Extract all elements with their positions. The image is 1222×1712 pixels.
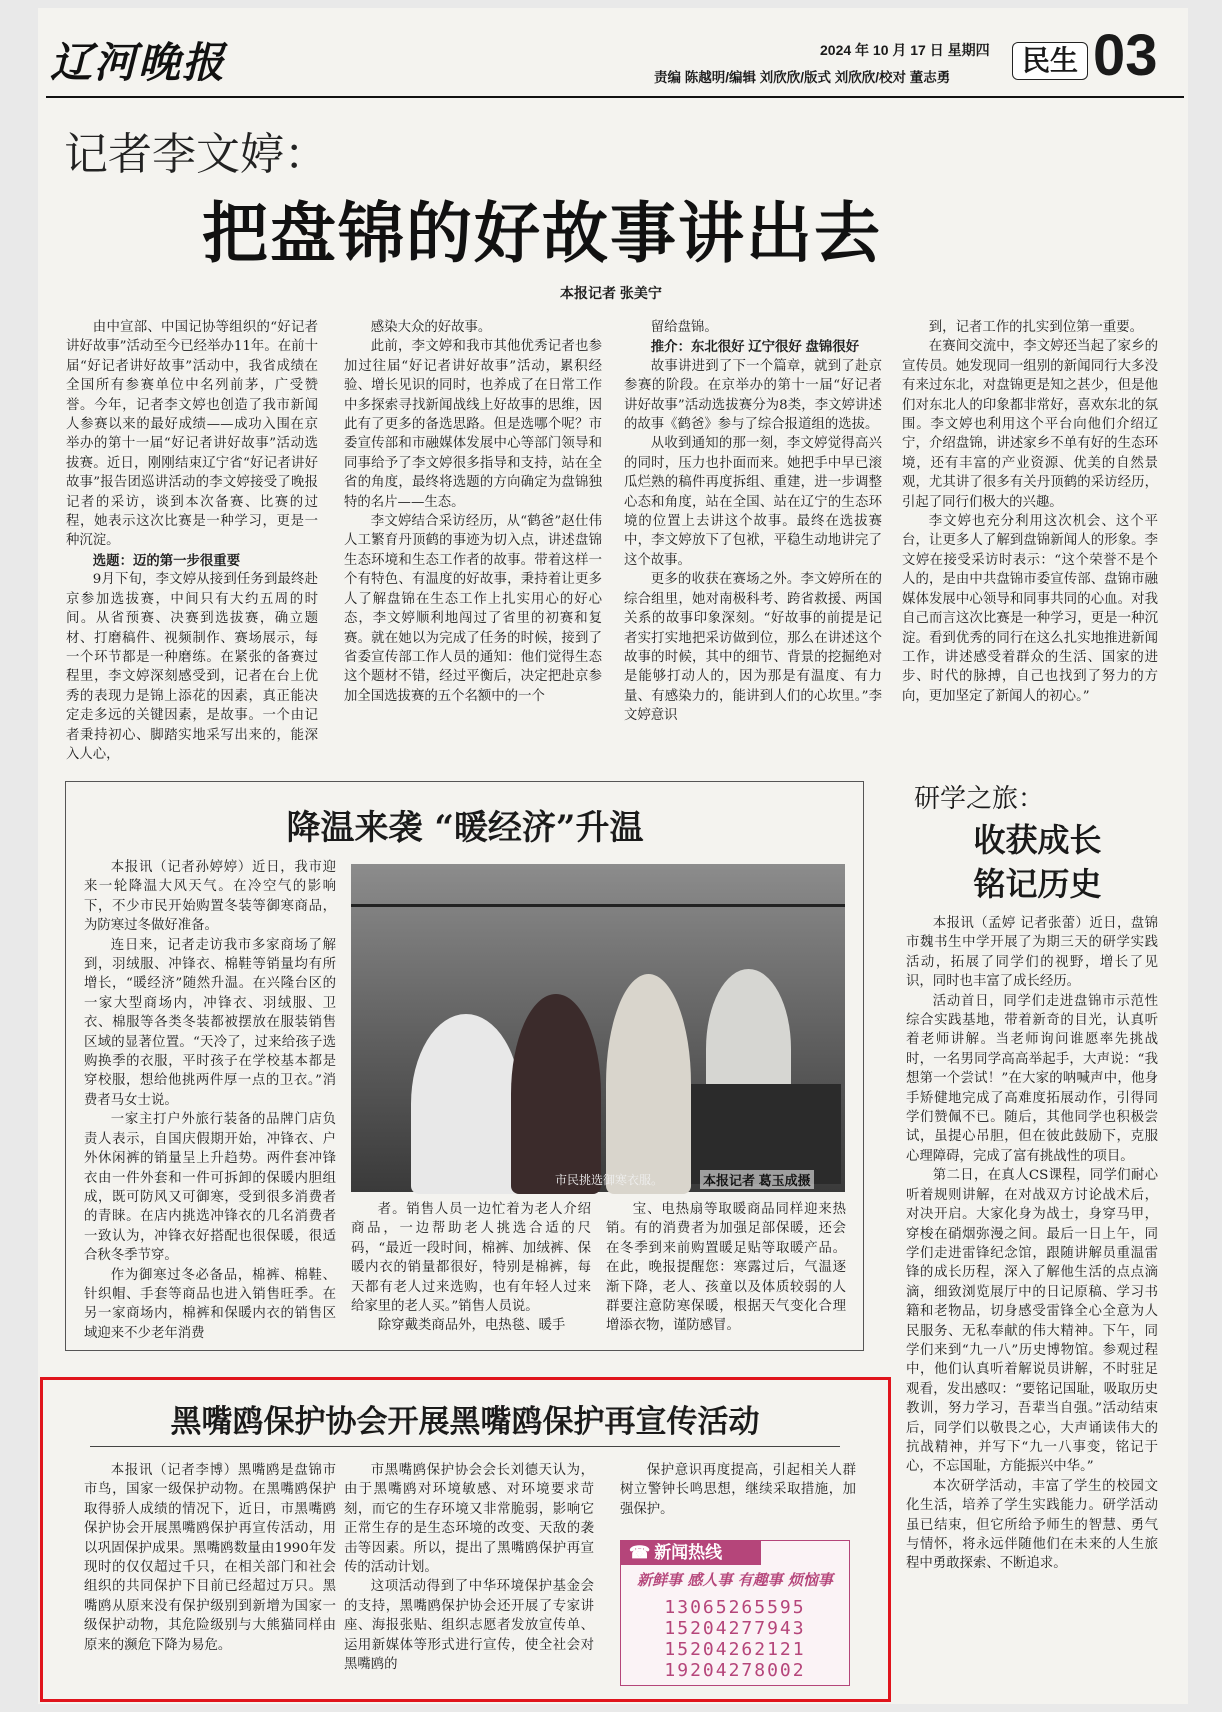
paragraph: 更多的收获在赛场之外。李文婷所在的综合组里，她对南极科考、跨省救援、两国关系的故事印象深刻。“好故事的前提是记者实打实地把采访做到位，那么在讲述这个故事的时候，其中的细节、背景的挖掘绝对是能够打动人的，因为那是有温度、有力量、有感染力的，能讲到人们的心坎里。”李文婷意识 bbox=[624, 572, 882, 724]
shopper-figure bbox=[511, 994, 601, 1194]
paragraph: 到，记者工作的扎实到位第一重要。 bbox=[928, 320, 1144, 335]
shopper-figure bbox=[411, 1014, 521, 1194]
hotline-slogan: 新鲜事 感人事 有趣事 烦恼事 bbox=[637, 1571, 833, 1589]
paragraph: 感染大众的好故事。 bbox=[370, 320, 492, 335]
paragraph: 保护意识再度提高，引起相关人群树立警钟长鸣思想，继续采取措施，加强保护。 bbox=[620, 1463, 856, 1517]
study-title-line: 收获成长 bbox=[973, 821, 1102, 859]
paragraph: 李文婷结合采访经历，从“鹤爸”赵仕伟人工繁育丹顶鹤的事迹为切入点，讲述盘锦生态环境和生态工作者的故事。带着这样一个有特色、有温度的好故事，秉持着让更多人了解盘锦在生态工作上扎实用心的好心态，李文婷顺利地闯过了省里的初赛和复赛。就在她以为完成了任务的时候，接到了省委宣传部工作人员的通知：他们觉得生态这个题材不错，经过平衡后，决定把赴京参加全国选拔赛的五个名额中的一个 bbox=[344, 514, 602, 704]
hotline-number: 15204262121 bbox=[664, 1639, 806, 1660]
photo-caption: 市民挑选御寒衣服。 bbox=[555, 1173, 664, 1187]
paragraph: 李文婷也充分利用这次机会、这个平台，让更多人了解到盘锦新闻人的形象。李文婷在接受采访时表示：“这个荣誉不是个人的，是由中共盘锦市委宣传部、盘锦市融媒体发展中心领导和同事共同的心血。对我自己而言这次比赛是一种学习，更是一种沉淀。看到优秀的同行在这么扎实地推进新闻工作，讲述感受着群众的生活、国家的进步、时代的脉搏，自己也找到了努力的方向，更加坚定了新闻人的初心。” bbox=[902, 514, 1158, 704]
paragraph: 本报讯（记者李博）黑嘴鸥是盘锦市市鸟，国家一级保护动物。在黑嘴鸥保护取得骄人成绩的情况下，近日，市黑嘴鸥保护协会开展黑嘴鸥保护再宣传活动，用以巩固保护成果。黑嘴鸥数量由1990年发现时的仅仅超过千只，在相关部门和社会组织的共同保护下目前已经超过万只。黑嘴鸥从原来没有保护级别到新增为国家一级保护动物，其危险级别与大熊猫同样由原来的濒危下降为易危。 bbox=[84, 1463, 336, 1653]
clerk-figure bbox=[606, 974, 691, 1194]
lead-column-1 bbox=[66, 318, 318, 762]
hotline-number: 19204278002 bbox=[664, 1660, 806, 1681]
gull-title: 黑嘴鸥保护协会开展黑嘴鸥保护再宣传活动 bbox=[170, 1404, 760, 1440]
paragraph: 宝、电热扇等取暖商品同样迎来热销。有的消费者为加强足部保暖，还会在冬季到来前购置暖足贴等取暖产品。在此，晚报提醒您：寒露过后，气温逐渐下降，老人、孩童以及体质较弱的人群要注意防寒保暖，根据天气变化合理增添衣物，谨防感冒。 bbox=[606, 1202, 846, 1334]
gull-column-2 bbox=[344, 1461, 594, 1681]
clothes-rack bbox=[351, 904, 845, 907]
lead-column-4 bbox=[902, 318, 1158, 742]
warm-economy-title: 降温来袭 “暖经济”升温 bbox=[286, 808, 644, 848]
paragraph: 活动首日，同学们走进盘锦市示范性综合实践基地，带着新奇的目光，认真听着老师讲解。当老师询问谁愿率先挑战时，一名男同学高高举起手，大声说：“我想第一个尝试！”在大家的呐喊声中，他身手矫健地完成了高难度拓展动作，引得同学们赞佩不已。随后，其他同学也积极尝试，虽提心吊胆，但在彼此鼓励下，克服心理障碍，完成了富有挑战性的项目。 bbox=[906, 993, 1158, 1164]
editor-credits: 责编 陈越明/编辑 刘欣欣/版式 刘欣欣/校对 董志勇 bbox=[654, 70, 951, 85]
issue-date: 2024 年 10 月 17 日 星期四 bbox=[820, 42, 990, 58]
section-label: 民生 bbox=[1012, 42, 1088, 80]
lead-column-2 bbox=[344, 318, 602, 742]
study-title-line: 铭记历史 bbox=[973, 865, 1102, 903]
paragraph: 此前，李文婷和我市其他优秀记者也参加过往届“好记者讲好故事”活动，累积经验、增长见识的同时，也养成了在日常工作中多探索寻找新闻战线上好故事的思维，因此有了更多的备选思路。但是选哪个呢？市委宣传部和市融媒体发展中心等部门领导和同事给予了李文婷很多指导和支持，站在全省的角度，最终将选题的方向确定为盘锦独特的名片——生态。 bbox=[344, 339, 602, 510]
study-kicker: 研学之旅： bbox=[914, 783, 1045, 813]
lead-column-3 bbox=[624, 318, 882, 742]
lead-byline: 本报记者 张美宁 bbox=[560, 285, 662, 301]
paragraph: 从收到通知的那一刻，李文婷觉得高兴的同时，压力也扑面而来。她把手中早已滚瓜烂熟的稿件再度拆组、重建，进一步调整心态和角度，站在全国、站在辽宁的生态环境的位置上去讲这个故事。最终在选拔赛中，李文婷放下了包袱，平稳生动地讲完了这个故事。 bbox=[624, 436, 882, 568]
page-number: 03 bbox=[1093, 23, 1158, 88]
news-hotline-box bbox=[620, 1540, 850, 1686]
paragraph: 本次研学活动，丰富了学生的校园文化生活，培养了学生实践能力。研学活动虽已结束，但它所给予师生的智慧、勇气与情怀，将永远伴随他们在未来的人生旅程中勇敢探索、不断追求。 bbox=[906, 1478, 1158, 1572]
title-rule bbox=[90, 1446, 840, 1447]
warm-column-2 bbox=[351, 1200, 591, 1334]
paragraph: 本报讯（记者孙婷婷）近日，我市迎来一轮降温大风天气。在冷空气的影响下，不少市民开始购置冬装等御寒商品，为防寒过冬做好准备。 bbox=[84, 860, 336, 934]
paragraph: 由中宣部、中国记协等组织的“好记者讲好故事”活动至今已经举办11年。在前十届“好记者讲好故事”活动中，我省成绩在全国所有参赛单位中名列前茅，广受赞誉。今年，记者李文婷也创造了我市新闻人参赛以来的最好成绩——成功入围在京举办的第十一届“好记者讲好故事”活动选拔赛。近日，刚刚结束辽宁省“好记者讲好故事”报告团巡讲活动的李文婷接受了晚报记者的采访，谈到本次备赛、比赛的过程，她表示这次比赛是一种学习，更是一种沉淀。 bbox=[66, 320, 318, 549]
gull-column-1 bbox=[84, 1461, 336, 1681]
warm-column-1 bbox=[84, 858, 336, 1341]
subheading: 推介：东北很好 辽宁很好 盘锦很好 bbox=[650, 339, 860, 355]
paragraph: 连日来，记者走访我市多家商场了解到，羽绒服、冲锋衣、棉鞋等销量均有所增长，“暖经济”随然升温。在兴隆台区的一家大型商场内，冲锋衣、羽绒服、卫衣、棉服等各类冬装都被摆放在服装销售区域的显著位置。“天冷了，过来给孩子选购换季的衣服，平时孩子在学校基本都是穿校服，想给他挑两件厚一点的卫衣。”消费者马女士说。 bbox=[84, 937, 336, 1108]
paragraph: 作为御寒过冬必备品，棉裤、棉鞋、针织帽、手套等商品也进入销售旺季。在另一家商场内，棉裤和保暖内衣的销售区域迎来不少老年消费 bbox=[84, 1267, 336, 1341]
hotline-header bbox=[621, 1541, 761, 1565]
header-rule bbox=[46, 96, 1184, 98]
paragraph: 除穿戴类商品外，电热毯、暖手 bbox=[377, 1318, 566, 1334]
subheading: 选题：迈的第一步很重要 bbox=[92, 552, 241, 568]
lead-headline: 把盘锦的好故事讲出去 bbox=[202, 196, 882, 270]
hotline-title: 新闻热线 bbox=[654, 1543, 723, 1562]
paragraph: 在赛间交流中，李文婷还当起了家乡的宣传员。她发现同一组别的新闻同行大多没有来过东北，对盘锦更是知之甚少，但是他们对东北人的印象都非常好，喜欢东北的氛围。李文婷也利用这个平台向他们介绍辽宁，介绍盘锦，讲述家乡不单有好的生态环境，还有丰富的产业资源、优美的自然景观，尤其讲了很多有关丹顶鹤的采访经历，引起了同行们极大的兴趣。 bbox=[902, 339, 1158, 510]
photo-credit: 本报记者 葛玉成摄 bbox=[700, 1170, 814, 1189]
paragraph: 一家主打户外旅行装备的品牌门店负责人表示，自国庆假期开始，冲锋衣、户外休闲裤的销量呈上升趋势。两件套冲锋衣由一件外套和一件可拆卸的保暖内胆组成，既可防风又可御寒，受到很多消费者的青睐。在店内挑选冲锋衣的几名消费者一致认为，冲锋衣好搭配也很保暖，很适合秋冬季节穿。 bbox=[84, 1112, 336, 1264]
gull-column-3 bbox=[620, 1461, 856, 1535]
paragraph: 留给盘锦。 bbox=[650, 320, 718, 335]
shoe-shelf bbox=[691, 1084, 841, 1184]
paragraph: 这项活动得到了中华环境保护基金会的支持，黑嘴鸥保护协会还开展了专家讲座、海报张贴、组织志愿者发放宣传单、运用新媒体等形式进行宣传，使全社会对黑嘴鸥的 bbox=[344, 1579, 594, 1673]
store-photo bbox=[351, 864, 845, 1192]
paragraph: 9月下旬，李文婷从接到任务到最终赴京参加选拔赛，中间只有大约五周的时间。从省预赛、决赛到选拔赛，确立题材、打磨稿件、视频制作、赛场展示，每一个环节都是一种磨练。在紧张的备赛过程里，李文婷深刻感受到，记者在台上优秀的表现力是锦上添花的因素，真正能决定走多远的关键因素，是故事。一个由记者秉持初心、脚踏实地采写出来的，能深入人心， bbox=[66, 572, 318, 762]
warm-column-3 bbox=[606, 1200, 846, 1334]
study-title bbox=[900, 818, 1175, 906]
study-column bbox=[906, 914, 1158, 1696]
hotline-number: 15204277943 bbox=[664, 1618, 806, 1639]
paragraph: 第二日，在真人CS课程，同学们耐心听着规则讲解，在对战双方讨论战术后，对决开启。大家化身为战士，身穿马甲，穿梭在硝烟弥漫之间。最后一日上午，同学们走进雷锋纪念馆，跟随讲解员重温雷锋的成长历程，深入了解他生活的点点滴滴，细致浏览展厅中的日记原稿、学习书籍和老物品，切身感受雷锋全心全意为人民服务、无私奉献的伟大精神。下午，同学们来到“九一八”历史博物馆。参观过程中，他们认真听着解说员讲解，不时驻足观看，发出感叹：“要铭记国耻，吸取历史教训，努力学习，吾辈当自强。”活动结束后，同学们以敬畏之心，大声诵读伟大的抗战精神，并写下“九一八事变，铭记于心，不忘国耻，方能振兴中华。” bbox=[906, 1168, 1158, 1475]
phone-icon: ☎ bbox=[629, 1543, 651, 1562]
masthead-logo: 辽河晚报 bbox=[50, 38, 227, 87]
lead-kicker: 记者李文婷： bbox=[64, 130, 328, 179]
paragraph: 市黑嘴鸥保护协会会长刘德天认为，由于黑嘴鸥对环境敏感、对环境要求苛刻，而它的生存环境又非常脆弱，影响它正常生存的是生态环境的改变、天敌的袭击等因素。所以，提出了黑嘴鸥保护再宣传的活动计划。 bbox=[344, 1463, 594, 1576]
hotline-numbers bbox=[621, 1597, 849, 1681]
hotline-number: 13065265595 bbox=[664, 1597, 806, 1618]
paragraph: 故事讲进到了下一个篇章，就到了赴京参赛的阶段。在京举办的第十一届“好记者讲好故事”活动选拔赛分为8类，李文婷讲述的故事《鹤爸》参与了综合报道组的选拔。 bbox=[624, 358, 882, 433]
paragraph: 本报讯（孟婷 记者张蕾）近日，盘锦市魏书生中学开展了为期三天的研学实践活动，拓展了同学们的视野，增长了见识，同时也丰富了成长经历。 bbox=[906, 916, 1158, 990]
paragraph: 者。销售人员一边忙着为老人介绍商品，一边帮助老人挑选合适的尺码，“最近一段时间，棉裤、加绒裤、保暖内衣的销量都很好，特别是棉裤，每天都有老人过来选购，也有年轻人过来给家里的老人买。”销售人员说。 bbox=[351, 1202, 591, 1315]
